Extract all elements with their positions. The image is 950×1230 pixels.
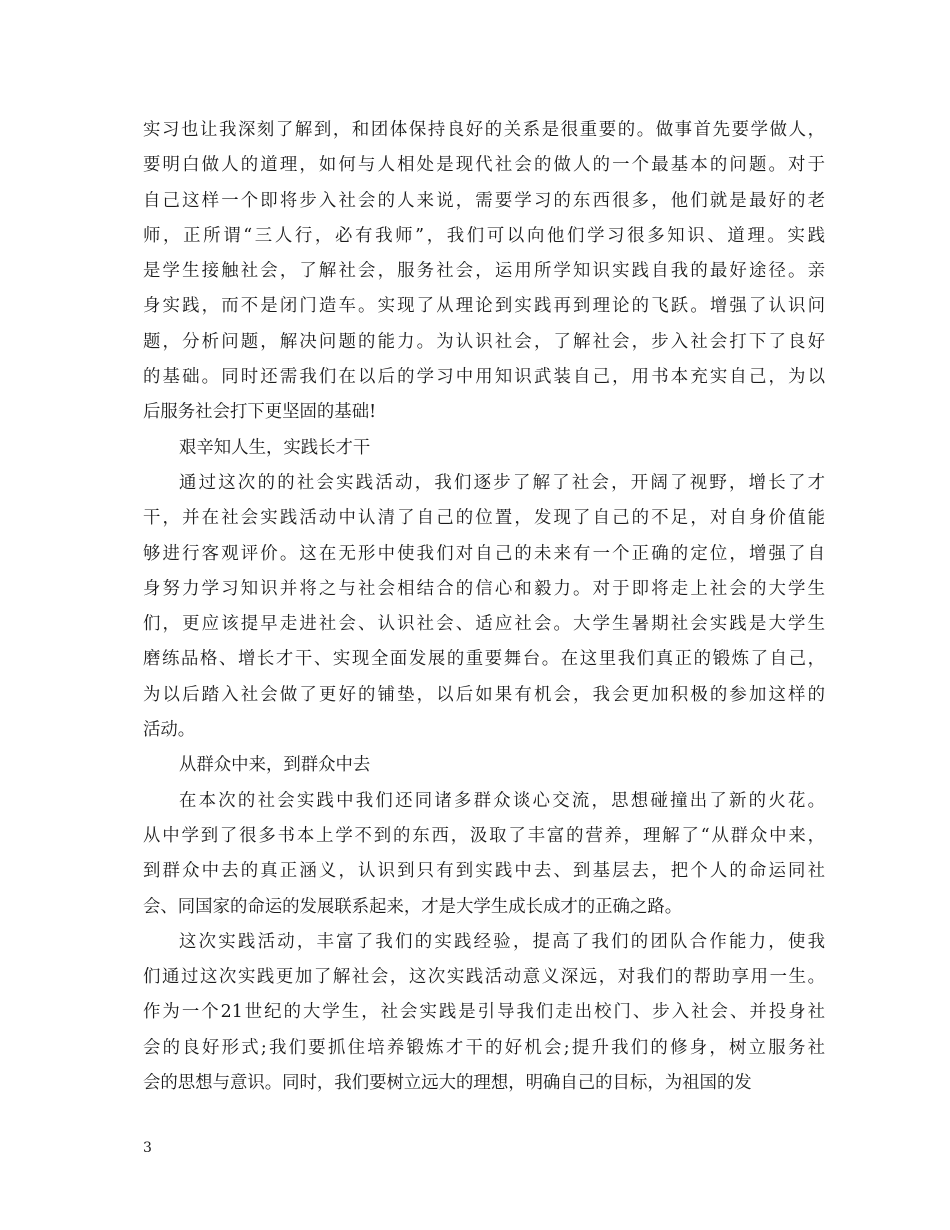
text-line: 师，正所谓“三人行，必有我师”，我们可以向他们学习很多知识、道理。实践 (143, 225, 825, 246)
text-line: 们，更应该提早走进社会、认识社会、适应社会。大学生暑期社会实践是大学生 (143, 614, 825, 635)
page-number: 3 (143, 1140, 152, 1156)
paragraph (143, 784, 825, 925)
text-line: 磨练品格、增长才干、实现全面发展的重要舞台。在这里我们真正的锻炼了自己， (143, 649, 825, 670)
text-line: 后服务社会打下更坚固的基础! (143, 402, 377, 423)
text-line: 作为一个21世纪的大学生，社会实践是引导我们走出校门、步入社会、并投身社 (143, 1002, 825, 1023)
section-heading: 艰辛知人生，实践长才干 (179, 437, 371, 458)
text-line: 自己这样一个即将步入社会的人来说，需要学习的东西很多，他们就是最好的老 (143, 190, 825, 211)
text-line: 到群众中去的真正涵义，认识到只有到实践中去、到基层去，把个人的命运同社 (143, 861, 825, 882)
text-line: 是学生接触社会，了解社会，服务社会，运用所学知识实践自我的最好途径。亲 (143, 261, 825, 282)
text-line: 为以后踏入社会做了更好的铺垫，以后如果有机会，我会更加积极的参加这样的 (143, 684, 825, 705)
paragraph (143, 466, 825, 748)
text-line: 身实践，而不是闭门造车。实现了从理论到实践再到理论的飞跃。增强了认识问 (143, 296, 825, 317)
text-line: 的基础。同时还需我们在以后的学习中用知识武装自己，用书本充实自己，为以 (143, 367, 825, 388)
section-heading: 从群众中来，到群众中去 (179, 755, 371, 776)
text-line: 活动。 (143, 720, 196, 741)
text-line: 们通过这次实践更加了解社会，这次实践活动意义深远，对我们的帮助享用一生。 (143, 967, 825, 988)
text-line: 这次实践活动，丰富了我们的实践经验，提高了我们的团队合作能力，使我 (179, 931, 825, 952)
text-line: 从中学到了很多书本上学不到的东西，汲取了丰富的营养，理解了“从群众中来， (143, 825, 825, 846)
text-line: 实习也让我深刻了解到，和团体保持良好的关系是很重要的。做事首先要学做人， (143, 120, 825, 140)
paragraph (143, 113, 825, 431)
text-line: 通过这次的的社会实践活动，我们逐步了解了社会，开阔了视野，增长了才 (179, 472, 825, 493)
text-line: 会的良好形式;我们要抓住培养锻炼才干的好机会;提升我们的修身，树立服务社 (143, 1037, 825, 1058)
text-line: 在本次的社会实践中我们还同诸多群众谈心交流，思想碰撞出了新的火花。 (179, 790, 825, 811)
text-line: 题，分析问题，解决问题的能力。为认识社会，了解社会，步入社会打下了良好 (143, 331, 825, 352)
text-line: 要明白做人的道理，如何与人相处是现代社会的做人的一个最基本的问题。对于 (143, 155, 825, 176)
text-line: 够进行客观评价。这在无形中使我们对自己的未来有一个正确的定位，增强了自 (143, 543, 825, 564)
text-line: 身努力学习知识并将之与社会相结合的信心和毅力。对于即将走上社会的大学生 (143, 578, 825, 599)
text-line: 会、同国家的命运的发展联系起来，才是大学生成长成才的正确之路。 (143, 896, 683, 917)
text-line: 干，并在社会实践活动中认清了自己的位置，发现了自己的不足，对自身价值能 (143, 508, 825, 529)
text-line: 会的思想与意识。同时，我们要树立远大的理想，明确自己的目标，为祖国的发 (143, 1073, 752, 1094)
document-body (143, 113, 825, 1101)
paragraph (143, 925, 825, 1101)
